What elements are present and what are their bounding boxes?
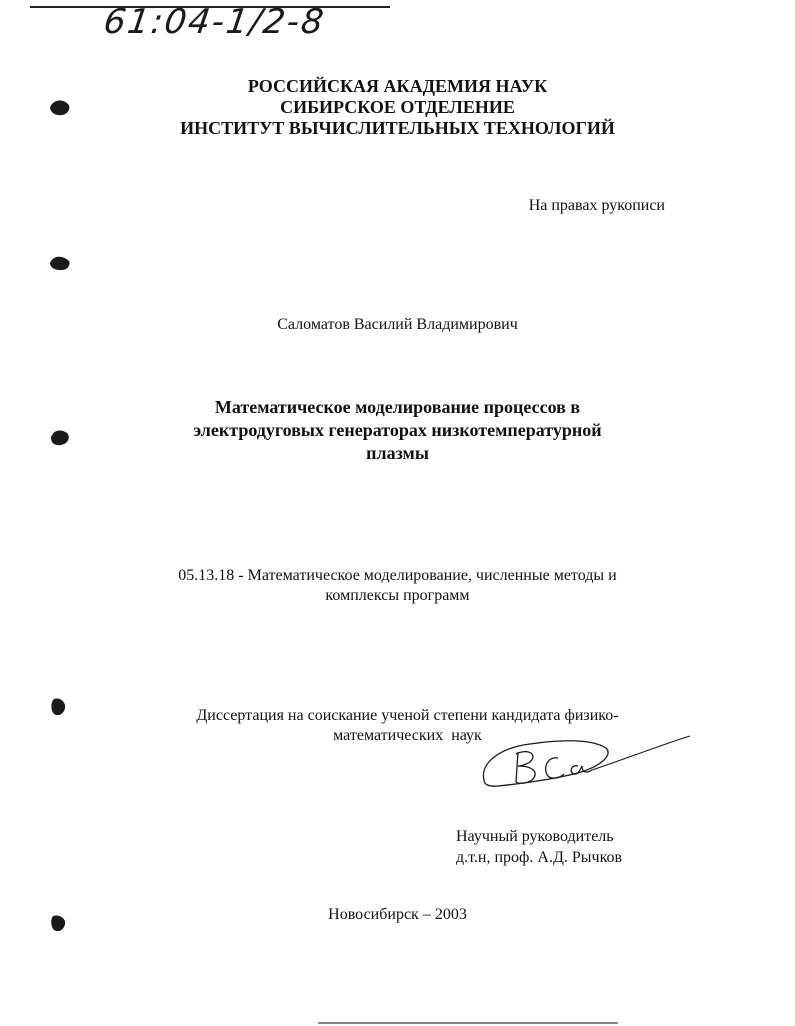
manuscript-note: На правах рукописи: [528, 197, 665, 214]
author-name: Саломатов Василий Владимирович: [277, 316, 518, 333]
signature: [478, 728, 693, 796]
advisor-line: Научный руководитель: [456, 828, 614, 845]
organization-line: СИБИРСКОЕ ОТДЕЛЕНИЕ: [280, 97, 515, 117]
specialty-line: 05.13.18 - Математическое моделирование, численные методы и: [178, 567, 617, 584]
advisor-block: [456, 826, 622, 868]
specialty-block: [0, 566, 795, 606]
title-line: плазмы: [366, 443, 429, 463]
dissertation-title: [0, 396, 795, 465]
organization-line: ИНСТИТУТ ВЫЧИСЛИТЕЛЬНЫХ ТЕХНОЛОГИЙ: [180, 118, 615, 138]
degree-line: Диссертация на соискание ученой степени кандидата физико-: [196, 707, 619, 724]
advisor-line: д.т.н, проф. А.Д. Рычков: [456, 849, 623, 866]
organization-block: [0, 76, 795, 139]
degree-line: математических наук: [333, 727, 482, 744]
punch-hole-icon: [48, 252, 72, 274]
specialty-line: комплексы программ: [325, 587, 470, 604]
place-year: Новосибирск – 2003: [328, 906, 467, 923]
title-line: Математическое моделирование процессов в: [214, 397, 581, 417]
organization-line: РОССИЙСКАЯ АКАДЕМИЯ НАУК: [247, 76, 548, 96]
bottom-edge-line: [318, 1022, 618, 1024]
archive-code: 61:04-1/2-8: [101, 2, 328, 42]
title-line: электродуговых генераторах низкотемпературной: [193, 420, 602, 440]
